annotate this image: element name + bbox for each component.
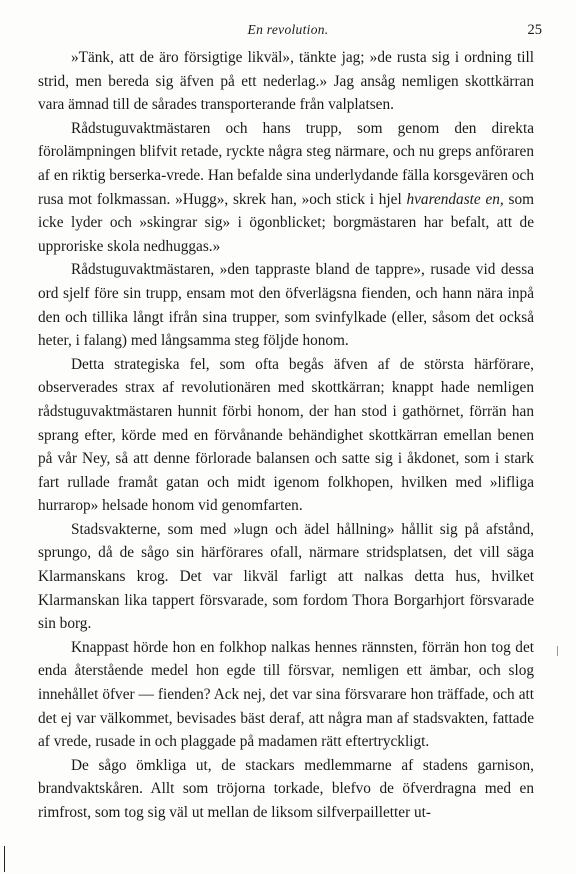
page-number: 25 xyxy=(527,22,542,38)
margin-tick-mark xyxy=(557,646,558,656)
paragraph-4: Detta strategiska fel, som ofta begås äfven af de största härförare, observerades strax af revolutionären med skottkärran; knappt hade nemligen rådstuguvaktmästaren hunnit förbi honom, der han stod i gathörnet, förrän han sprang efter, körde med en förvånande behändighet skottkärran emellan benen på vår Ney, så att denne förlorade balansen och satte sig i åkdonet, som i stark fart rullade framåt gatan och midt igenom folkhopen, hvilken med »lifliga hurrarop» helsade honom vid genomfarten. xyxy=(38,355,534,515)
paragraph-3: Rådstuguvaktmästaren, »den tappraste bland de tappre», rusade vid dessa ord sjelf före sin trupp, ensam mot den öfverlägsna fienden, och hann nära inpå den och tillika långt ifrån sina trupper, som svinfylkade (eller, såsom det också heter, i falang) med långsamma steg följde honom. xyxy=(38,261,534,350)
running-title: En revolution. xyxy=(247,22,329,37)
paragraph-1: »Tänk, att de äro försigtige likväl», tänkte jag; »de rusta sig i ordning till strid, men bereda sig äfven på ett nederlag.» Jag ansåg nemligen skottkärran vara ämnad till de sårades transporterande från valplatsen. xyxy=(38,49,534,114)
paragraph-2: Rådstuguvaktmästaren och hans trupp, som genom den direkta förolämpningen blifvit retade, ryckte några steg närmare, och nu greps anföraren af en riktig berserka-vrede. Han befalde sina underlydande fälla korsgevären och rusa mot folkmassan. »Hugg», skrek han, »och stick i hjel hvarendaste en, som icke lyder och »skingrar sig» i ögonblicket; borgmästaren har befalt, att de upproriske skola nedhuggas.» xyxy=(38,119,534,255)
emphasis-text: hvarendaste en, xyxy=(406,190,504,208)
page-header xyxy=(0,22,576,42)
paragraph-5: Stadsvakterne, som med »lugn och ädel hållning» hållit sig på afstånd, sprungo, då de sågo sin härförares ofall, närmare stridsplatsen, det vill säga Klarmanskans krog. Det var likväl farligt att nalkas detta hus, hvilket Klarmanskan lika tappert försvarade, som fordom Thora Borgarhjort försvarade sin borg. xyxy=(38,520,534,633)
paragraph-7: De sågo ömkliga ut, de stackars medlemmarne af stadens garnison, brandvaktskåren. Allt som tröjorna torkade, blefvo de öfverdragna med en rimfrost, som tog sig väl ut mellan de liksom silfverpailletter ut- xyxy=(38,756,534,821)
paragraph-6: Knappast hörde hon en folkhop nalkas hennes rännsten, förrän hon tog det enda återstående medel hon egde till försvar, nemligen ett ämbar, och slog innehållet öfver — fienden? Ack nej, det var sina försvarare hon träffade, och att det ej var välkommet, bevisades bäst deraf, att några man af stadsvakten, fattade af vrede, rusade in och plaggade på madamen rätt eftertryckligt. xyxy=(38,638,534,751)
binding-edge-mark xyxy=(4,846,5,872)
body-text xyxy=(38,46,534,825)
